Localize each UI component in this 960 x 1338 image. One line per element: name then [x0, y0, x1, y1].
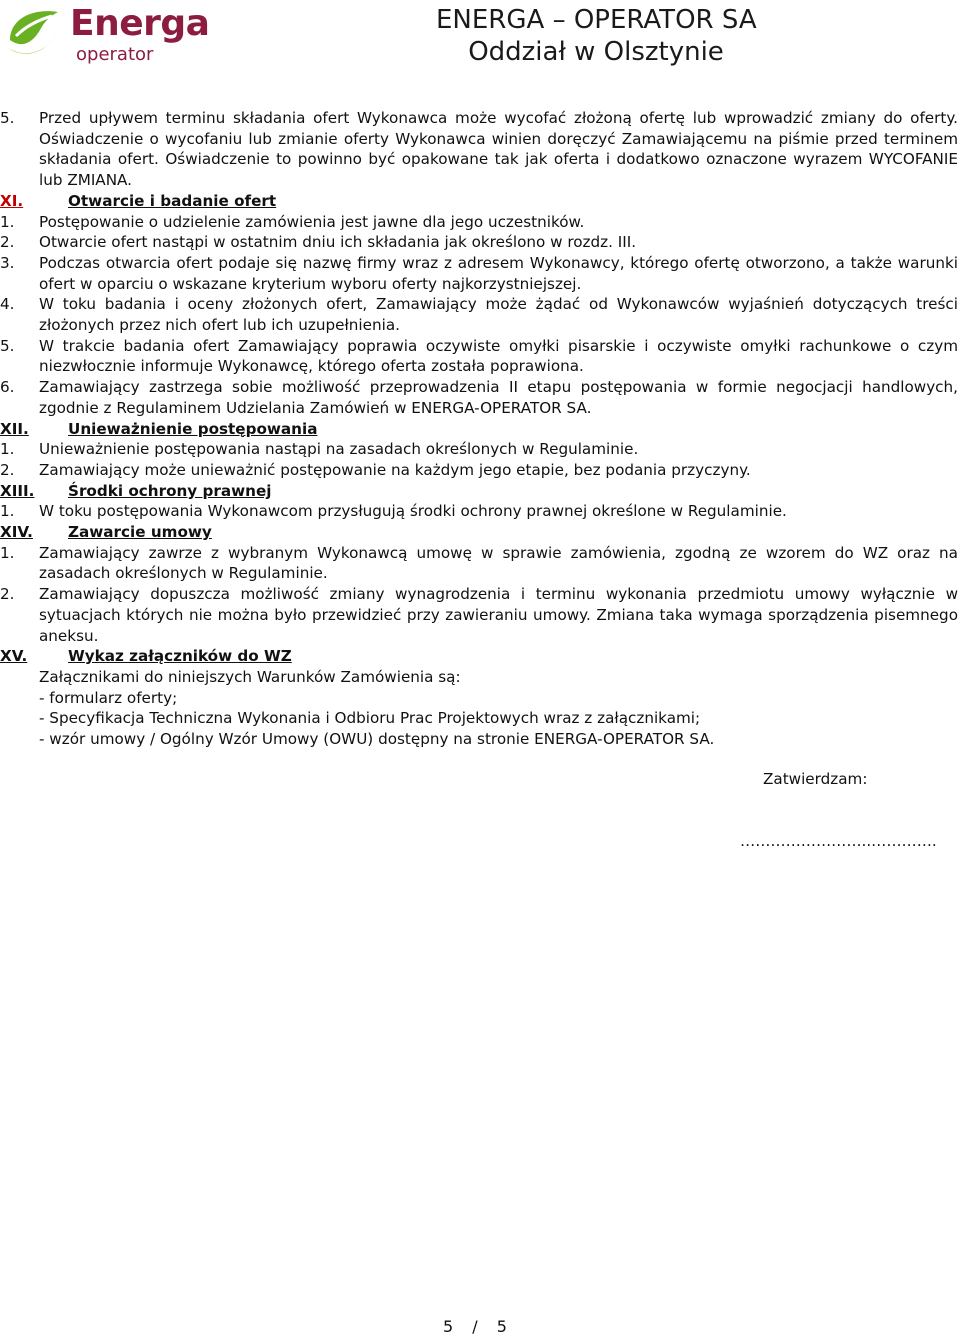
section-number: XIV. — [0, 523, 33, 542]
item-text: Przed upływem terminu składania ofert Wykonawca może wycofać złożoną ofertę lub wprowadzić zmiany do oferty. Oświadczenie o wycofaniu lub zmianie oferty Wykonawca winien doręczyć Zamawiającemu na piśmie przed terminem składania ofert. Oświadczenie to powinno być opakowane tak jak oferta i dodatkowo oznaczone wyrazem WYCOFANIE lub ZMIANA. — [39, 109, 958, 190]
item-number: 1. — [0, 440, 15, 459]
section-heading-xv — [0, 646, 958, 667]
list-item — [0, 377, 958, 418]
list-item — [0, 501, 958, 522]
list-item — [0, 108, 958, 191]
page-header — [0, 0, 960, 80]
item-text: W toku postępowania Wykonawcom przysługują środki ochrony prawnej określone w Regulaminie. — [39, 502, 787, 521]
document-body — [0, 108, 958, 750]
company-name — [436, 4, 756, 68]
item-number: 2. — [0, 233, 15, 252]
item-number: 5. — [0, 109, 15, 127]
section-heading-xii — [0, 419, 958, 440]
attachment-item: - formularz oferty; — [39, 688, 178, 707]
section-title: Zawarcie umowy — [68, 523, 212, 542]
page-total: 5 — [496, 1317, 507, 1336]
page-current: 5 — [443, 1317, 454, 1336]
section-heading-xi — [0, 191, 958, 212]
item-text: Zamawiający zastrzega sobie możliwość przeprowadzenia II etapu postępowania w formie negocjacji handlowych, zgodnie z Regulaminem Udzielania Zamówień w ENERGA-OPERATOR SA. — [39, 378, 958, 417]
page-number — [443, 1317, 507, 1336]
item-text: W trakcie badania ofert Zamawiający poprawia oczywiste omyłki pisarskie i oczywiste omyłki rachunkowe o czym niezwłocznie informuje Wykonawcę, którego oferta została poprawiona. — [39, 336, 958, 376]
item-text: Zamawiający dopuszcza możliwość zmiany wynagrodzenia i terminu wykonania przedmiotu umowy wyłącznie w sytuacjach których nie można było przewidzieć przy zawieraniu umowy. Zmiana taka wymaga sporządzenia pisemnego aneksu. — [39, 585, 958, 645]
item-number: 3. — [0, 253, 15, 272]
section-number: XIII. — [0, 481, 35, 500]
section-number: XV. — [0, 647, 28, 666]
section-title: Unieważnienie postępowania — [68, 419, 318, 438]
company-line-2: Oddział w Olsztynie — [468, 37, 724, 67]
section-title: Środki ochrony prawnej — [68, 481, 272, 500]
section-title: Wykaz załączników do WZ — [68, 647, 292, 666]
item-number: 1. — [0, 502, 15, 521]
logo-subtitle: operator — [76, 44, 154, 65]
item-text: Zamawiający zawrze z wybranym Wykonawcą umowę w sprawie zamówienia, zgodną ze wzorem do WZ oraz na zasadach określonych w Regulaminie. — [39, 543, 958, 583]
section-heading-xiv — [0, 522, 958, 543]
list-item — [0, 439, 958, 460]
item-number: 4. — [0, 295, 15, 314]
list-item — [0, 253, 958, 294]
energa-leaf-icon — [4, 6, 64, 62]
section-title: Otwarcie i badanie ofert — [68, 191, 277, 210]
approval-label: Zatwierdzam: — [763, 770, 868, 788]
section-number: XII. — [0, 419, 29, 438]
list-item — [0, 584, 958, 646]
list-item — [0, 336, 958, 377]
company-line-1: ENERGA – OPERATOR SA — [436, 5, 757, 35]
item-text: W toku badania i oceny złożonych ofert, Zamawiający może żądać od Wykonawców wyjaśnień dotyczących treści złożonych przez nich ofert lub ich uzupełnienia. — [39, 295, 958, 335]
item-text: Postępowanie o udzielenie zamówienia jest jawne dla jego uczestników. — [39, 212, 585, 231]
attachment-item: - Specyfikacja Techniczna Wykonania i Odbioru Prac Projektowych wraz z załącznikami; — [39, 709, 701, 728]
item-number: 6. — [0, 378, 15, 397]
item-number: 1. — [0, 212, 15, 231]
list-item — [0, 543, 958, 584]
list-item — [0, 460, 958, 481]
list-item — [0, 212, 958, 233]
logo-wordmark: Energa — [70, 3, 210, 44]
item-number: 2. — [0, 585, 15, 604]
energa-logo — [4, 2, 210, 66]
attachments-intro: Załącznikami do niniejszych Warunków Zamówienia są: — [39, 667, 461, 686]
item-number: 1. — [0, 543, 15, 562]
section-heading-xiii — [0, 481, 958, 502]
attachment-item: - wzór umowy / Ogólny Wzór Umowy (OWU) dostępny na stronie ENERGA-OPERATOR SA. — [39, 730, 715, 749]
item-text: Podczas otwarcia ofert podaje się nazwę firmy wraz z adresem Wykonawcy, którego ofertę otworzono, a także warunki ofert w oparciu o wskazane kryterium wyboru oferty najkorzystniejszej. — [39, 253, 958, 293]
item-number: 5. — [0, 336, 15, 355]
page-separator: / — [472, 1317, 478, 1336]
list-item — [0, 294, 958, 335]
list-item — [0, 232, 958, 253]
section-number: XI. — [0, 191, 24, 210]
item-number: 2. — [0, 460, 15, 479]
item-text: Otwarcie ofert nastąpi w ostatnim dniu ich składania jak określono w rozdz. III. — [39, 233, 637, 252]
item-text: Zamawiający może unieważnić postępowanie na każdym jego etapie, bez podania przyczyny. — [39, 460, 751, 479]
signature-line: ……………………..…………. — [740, 832, 937, 850]
item-text: Unieważnienie postępowania nastąpi na zasadach określonych w Regulaminie. — [39, 440, 639, 459]
